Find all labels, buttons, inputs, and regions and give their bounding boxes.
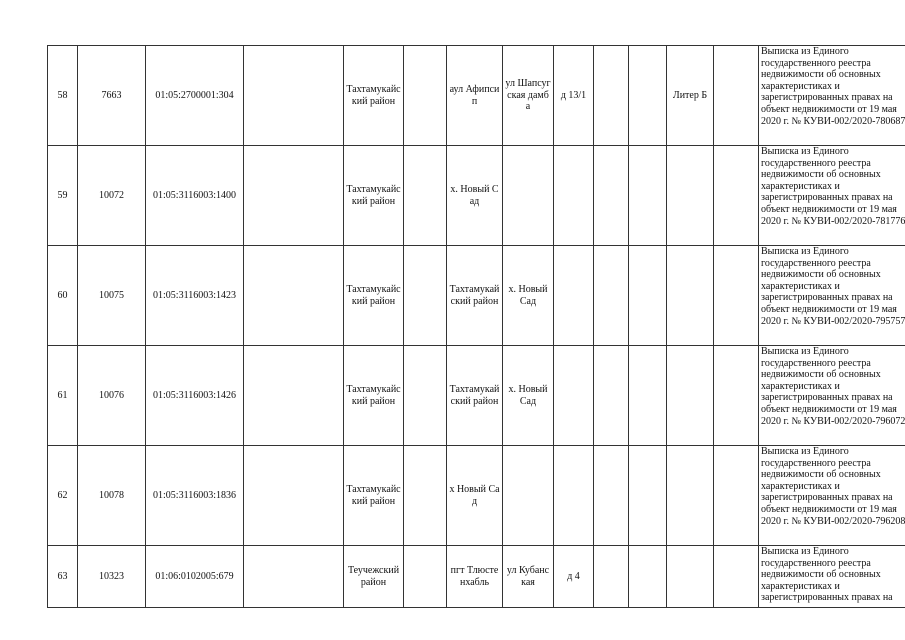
- property-registry-table: [47, 45, 905, 608]
- row-number-cell: 62: [48, 446, 78, 546]
- object-id-cell: 10076: [78, 346, 146, 446]
- object-id-cell: 10323: [78, 546, 146, 608]
- empty-cell: [244, 346, 344, 446]
- street-cell: [503, 446, 554, 546]
- cadastral-number-cell: 01:05:3116003:1426: [146, 346, 244, 446]
- cadastral-number-cell: 01:06:0102005:679: [146, 546, 244, 608]
- empty-cell: [714, 146, 759, 246]
- table-row: [48, 146, 905, 246]
- liter-cell: [667, 446, 714, 546]
- liter-cell: Литер Б: [667, 46, 714, 146]
- settlement-cell: аул Афипсип: [447, 46, 503, 146]
- empty-cell: [629, 146, 667, 246]
- street-cell: ул Шапсугская дамба: [503, 46, 554, 146]
- empty-cell: [594, 146, 629, 246]
- cadastral-number-cell: 01:05:2700001:304: [146, 46, 244, 146]
- document-description-cell: Выписка из Единого государственного реестра недвижимости об основных характеристиках и зарегистрированных правах на: [759, 546, 905, 608]
- settlement-cell: пгт Тлюстенхабль: [447, 546, 503, 608]
- district-cell: Тахтамукайский район: [344, 446, 404, 546]
- settlement-cell: Тахтамукайский район: [447, 246, 503, 346]
- house-cell: [554, 346, 594, 446]
- liter-cell: [667, 246, 714, 346]
- cadastral-number-cell: 01:05:3116003:1836: [146, 446, 244, 546]
- street-cell: х. Новый Сад: [503, 246, 554, 346]
- document-description-cell: Выписка из Единого государственного реестра недвижимости об основных характеристиках и зарегистрированных правах на объект недвижимости от 19 мая 2020 г. № КУВИ-002/2020-796208: [759, 446, 905, 546]
- document-description-cell: Выписка из Единого государственного реестра недвижимости об основных характеристиках и зарегистрированных правах на объект недвижимости от 19 мая 2020 г. № КУВИ-002/2020-781776: [759, 146, 905, 246]
- empty-cell: [244, 46, 344, 146]
- district-cell: Тахтамукайский район: [344, 46, 404, 146]
- empty-cell: [629, 546, 667, 608]
- empty-cell: [404, 546, 447, 608]
- empty-cell: [404, 46, 447, 146]
- document-description-cell: Выписка из Единого государственного реестра недвижимости об основных характеристиках и зарегистрированных правах на объект недвижимости от 19 мая 2020 г. № КУВИ-002/2020-796072: [759, 346, 905, 446]
- table-row: [48, 446, 905, 546]
- empty-cell: [244, 146, 344, 246]
- settlement-cell: х. Новый Сад: [447, 146, 503, 246]
- empty-cell: [714, 546, 759, 608]
- empty-cell: [629, 446, 667, 546]
- street-cell: [503, 146, 554, 246]
- settlement-cell: Тахтамукайский район: [447, 346, 503, 446]
- cadastral-number-cell: 01:05:3116003:1400: [146, 146, 244, 246]
- street-cell: ул Кубанская: [503, 546, 554, 608]
- row-number-cell: 60: [48, 246, 78, 346]
- table-row: [48, 46, 905, 146]
- row-number-cell: 63: [48, 546, 78, 608]
- district-cell: Тахтамукайский район: [344, 346, 404, 446]
- row-number-cell: 59: [48, 146, 78, 246]
- document-description-cell: Выписка из Единого государственного реестра недвижимости об основных характеристиках и зарегистрированных правах на объект недвижимости от 19 мая 2020 г. № КУВИ-002/2020-795757: [759, 246, 905, 346]
- empty-cell: [404, 446, 447, 546]
- house-cell: [554, 246, 594, 346]
- object-id-cell: 10078: [78, 446, 146, 546]
- empty-cell: [629, 346, 667, 446]
- house-cell: [554, 446, 594, 546]
- empty-cell: [404, 246, 447, 346]
- empty-cell: [404, 346, 447, 446]
- liter-cell: [667, 146, 714, 246]
- object-id-cell: 10075: [78, 246, 146, 346]
- empty-cell: [714, 346, 759, 446]
- empty-cell: [594, 346, 629, 446]
- empty-cell: [404, 146, 447, 246]
- row-number-cell: 61: [48, 346, 78, 446]
- settlement-cell: х Новый Сад: [447, 446, 503, 546]
- empty-cell: [714, 446, 759, 546]
- empty-cell: [244, 546, 344, 608]
- empty-cell: [594, 246, 629, 346]
- table-row: [48, 246, 905, 346]
- district-cell: Тахтамукайский район: [344, 246, 404, 346]
- cadastral-number-cell: 01:05:3116003:1423: [146, 246, 244, 346]
- row-number-cell: 58: [48, 46, 78, 146]
- empty-cell: [244, 246, 344, 346]
- street-cell: х. Новый Сад: [503, 346, 554, 446]
- house-cell: д 4: [554, 546, 594, 608]
- empty-cell: [594, 546, 629, 608]
- table-row: [48, 546, 905, 608]
- empty-cell: [629, 246, 667, 346]
- liter-cell: [667, 346, 714, 446]
- empty-cell: [594, 46, 629, 146]
- empty-cell: [629, 46, 667, 146]
- district-cell: Теучежский район: [344, 546, 404, 608]
- empty-cell: [714, 46, 759, 146]
- empty-cell: [244, 446, 344, 546]
- district-cell: Тахтамукайский район: [344, 146, 404, 246]
- object-id-cell: 7663: [78, 46, 146, 146]
- liter-cell: [667, 546, 714, 608]
- empty-cell: [714, 246, 759, 346]
- object-id-cell: 10072: [78, 146, 146, 246]
- empty-cell: [594, 446, 629, 546]
- table-row: [48, 346, 905, 446]
- house-cell: [554, 146, 594, 246]
- house-cell: д 13/1: [554, 46, 594, 146]
- document-description-cell: Выписка из Единого государственного реестра недвижимости об основных характеристиках и зарегистрированных правах на объект недвижимости от 19 мая 2020 г. № КУВИ-002/2020-780687: [759, 46, 905, 146]
